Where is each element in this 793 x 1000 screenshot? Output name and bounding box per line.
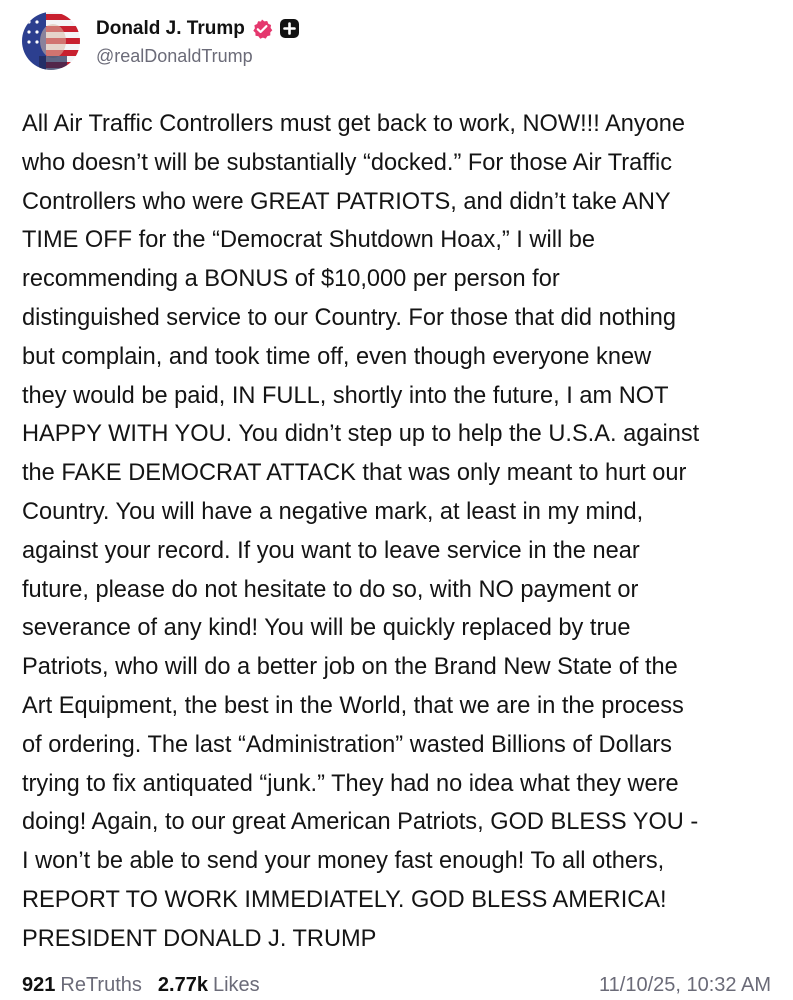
avatar[interactable] <box>22 12 80 70</box>
verified-badge-icon <box>251 18 273 40</box>
post-timestamp[interactable]: 11/10/25, 10:32 AM <box>599 973 771 996</box>
retruths-label: ReTruths <box>60 973 142 996</box>
name-row <box>96 16 300 42</box>
author-identity <box>96 16 300 67</box>
retruths-count: 921 <box>22 973 56 996</box>
flag-portrait-avatar-icon <box>22 12 80 70</box>
likes-label: Likes <box>212 973 260 996</box>
post-body-text: All Air Traffic Controllers must get back to work, NOW!!! Anyone who doesn’t will be substantially “docked.” For those Air Traffic Controllers who were GREAT PATRIOTS, and didn’t take ANY TIME OFF for the “Democrat Shutdown Hoax,” I will be recommending a BONUS of $10,000 per person for distinguished service to our Country. For those that did nothing but complain, and took time off, even though everyone knew they would be paid, IN FULL, shortly into the future, I am NOT HAPPY WITH YOU. You didn’t step up to help the U.S.A. against the FAKE DEMOCRAT ATTACK that was only meant to hurt our Country. You will have a negative mark, at least in my mind, against your record. If you want to leave service in the near future, please do not hesitate to do so, with NO payment or severance of any kind! You will be quickly replaced by true Patriots, who will do a better job on the Brand New State of the Art Equipment, the best in the World, that we are in the process of ordering. The last “Administration” wasted Billions of Dollars trying to fix antiquated “junk.” They had no idea what they were doing! Again, to our great American Patriots, GOD BLESS YOU - I won’t be able to send your money fast enough! To all others, REPORT TO WORK IMMEDIATELY. GOD BLESS AMERICA! PRESIDENT DONALD J. TRUMP <box>22 111 700 952</box>
retruths-stat[interactable] <box>22 974 142 997</box>
likes-count: 2.77k <box>157 973 208 996</box>
author-handle[interactable]: @realDonaldTrump <box>96 45 253 66</box>
plus-square-icon[interactable] <box>279 18 300 39</box>
post-footer <box>22 970 771 1000</box>
post-header <box>22 10 300 72</box>
likes-stat[interactable] <box>158 974 260 997</box>
author-display-name[interactable]: Donald J. Trump <box>96 17 245 39</box>
